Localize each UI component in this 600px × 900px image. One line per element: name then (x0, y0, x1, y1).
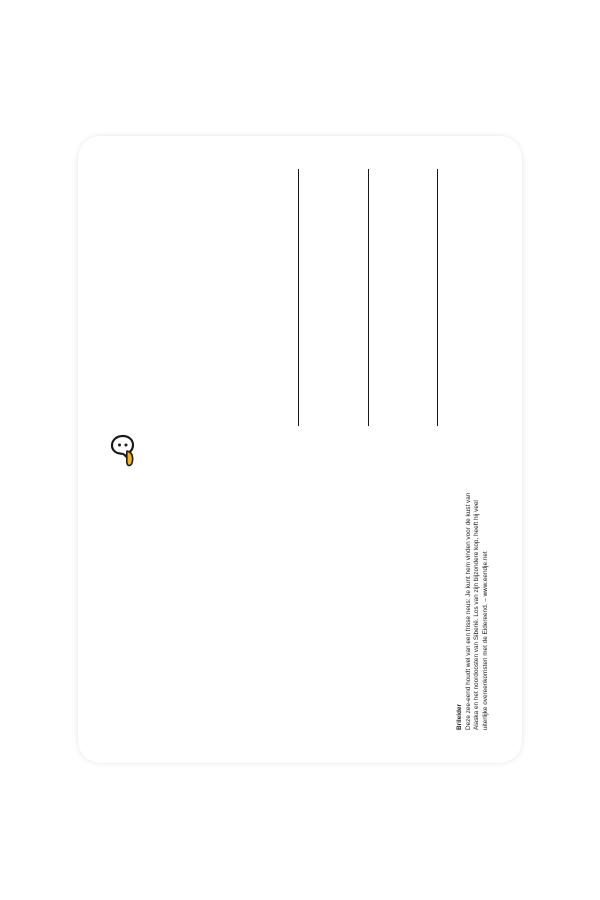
duck-head-icon (110, 434, 138, 468)
address-line-2 (368, 169, 369, 426)
address-line-3 (437, 169, 438, 426)
card-caption (456, 480, 490, 730)
address-line-1 (298, 169, 299, 426)
caption-title: Brileider (455, 704, 463, 730)
caption-body: Deze zee-eend houdt wel van een frisse neus: Je kunt hem vinden voor de kust van Alaska en het noordoosten van Siberië. Los van zijn bijzondere kop, heeft hij veel uiterlijke overeenkomsten met de Eidereend. – www.eendje.net (464, 492, 489, 730)
